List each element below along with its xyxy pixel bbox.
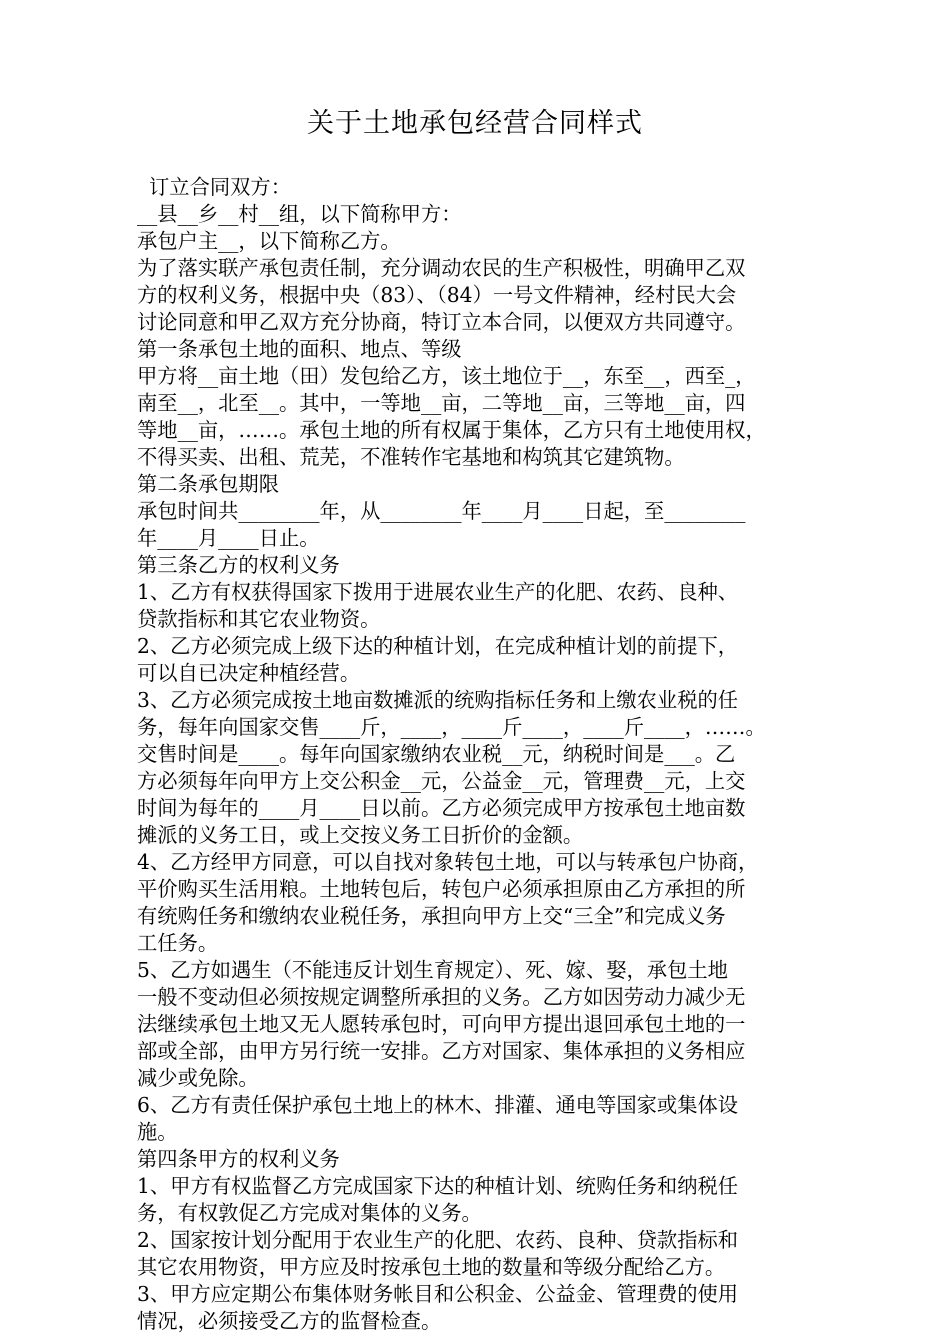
article-3-item-4: 4、乙方经甲方同意，可以自找对象转包土地，可以与转承包户协商，	[137, 850, 759, 874]
article-2-heading: 第二条承包期限	[137, 472, 279, 496]
article-3-heading: 第三条乙方的权利义务	[137, 553, 340, 577]
article-3-item-3: 3、乙方必须完成按土地亩数摊派的统购指标任务和上缴农业税的任	[137, 688, 739, 712]
article-3-item-4: 有统购任务和缴纳农业税任务，承担向甲方上交“三全”和完成义务	[137, 904, 726, 928]
article-3-item-5: 部或全部，由甲方另行统一安排。乙方对国家、集体承担的义务相应	[137, 1039, 746, 1063]
article-3-item-4: 工任务。	[137, 931, 219, 955]
preamble-line: 讨论同意和甲乙双方充分协商，特订立本合同，以便双方共同遵守。	[137, 310, 746, 334]
article-3-item-3: 摊派的义务工日，或上交按义务工日折价的金额。	[137, 823, 584, 847]
document-title: 关于土地承包经营合同样式	[307, 108, 643, 139]
preamble-line: 方的权利义务，根据中央（83）、（84）一号文件精神，经村民大会	[137, 283, 737, 307]
article-2-line: 承包时间共________年，从________年____月____日起，至________	[137, 499, 746, 523]
article-3-item-1: 贷款指标和其它农业物资。	[137, 607, 381, 631]
article-4-item-2: 其它农用物资，甲方应及时按承包土地的数量和等级分配给乙方。	[137, 1255, 726, 1279]
article-1-heading: 第一条承包土地的面积、地点、等级	[137, 337, 462, 361]
preamble-line: 为了落实联产承包责任制，充分调动农民的生产积极性，明确甲乙双	[137, 256, 746, 280]
article-1-line: 南至__，北至__。其中，一等地__亩，二等地__亩，三等地__亩，四	[137, 391, 746, 415]
article-3-item-3: 交售时间是____。每年向国家缴纳农业税__元，纳税时间是___。乙	[137, 742, 736, 766]
article-3-item-5: 一般不变动但必须按规定调整所承担的义务。乙方如因劳动力减少无	[137, 985, 746, 1009]
article-3-item-3: 务，每年向国家交售____斤，____，____斤____，____斤____，……。	[137, 715, 766, 739]
article-3-item-4: 平价购买生活用粮。土地转包后，转包户必须承担原由乙方承担的所	[137, 877, 746, 901]
article-1-line: 甲方将__亩土地（田）发包给乙方，该土地位于__，东至__，西至_，	[137, 364, 756, 388]
article-3-item-2: 2、乙方必须完成上级下达的种植计划，在完成种植计划的前提下，	[137, 634, 739, 658]
article-3-item-2: 可以自已决定种植经营。	[137, 661, 361, 685]
article-3-item-3: 时间为每年的____月____日以前。乙方必须完成甲方按承包土地亩数	[137, 796, 746, 820]
article-4-item-2: 2、国家按计划分配用于农业生产的化肥、农药、良种、贷款指标和	[137, 1228, 739, 1252]
article-3-item-5: 5、乙方如遇生（不能违反计划生育规定）、死、嫁、娶，承包土地	[137, 958, 728, 982]
article-3-item-5: 减少或免除。	[137, 1066, 259, 1090]
article-3-item-3: 方必须每年向甲方上交公积金__元，公益金__元，管理费__元，上交	[137, 769, 746, 793]
article-3-item-6: 施。	[137, 1120, 178, 1144]
article-2-line: 年____月____日止。	[137, 526, 320, 550]
article-4-item-1: 务，有权敦促乙方完成对集体的义务。	[137, 1201, 482, 1225]
article-4-heading: 第四条甲方的权利义务	[137, 1147, 340, 1171]
article-4-item-3: 情况，必须接受乙方的监督检查。	[137, 1309, 442, 1333]
article-4-item-3: 3、甲方应定期公布集体财务帐目和公积金、公益金、管理费的使用	[137, 1282, 739, 1306]
contract-parties-heading: 订立合同双方：	[149, 175, 291, 199]
party-b-line: 承包户主__，以下简称乙方。	[137, 229, 401, 253]
article-3-item-5: 法继续承包土地又无人愿转承包时，可向甲方提出退回承包土地的一	[137, 1012, 746, 1036]
party-a-line: __县__乡__村__组，以下简称甲方：	[137, 202, 462, 226]
document-body	[137, 174, 815, 1335]
article-3-item-1: 1、乙方有权获得国家下拨用于进展农业生产的化肥、农药、良种、	[137, 580, 739, 604]
article-4-item-1: 1、甲方有权监督乙方完成国家下达的种植计划、统购任务和纳税任	[137, 1174, 739, 1198]
article-3-item-6: 6、乙方有责任保护承包土地上的林木、排灌、通电等国家或集体设	[137, 1093, 739, 1117]
article-1-line: 等地__亩，……。承包土地的所有权属于集体，乙方只有土地使用权，	[137, 418, 766, 442]
article-1-line: 不得买卖、出租、荒芜，不准转作宅基地和构筑其它建筑物。	[137, 445, 685, 469]
